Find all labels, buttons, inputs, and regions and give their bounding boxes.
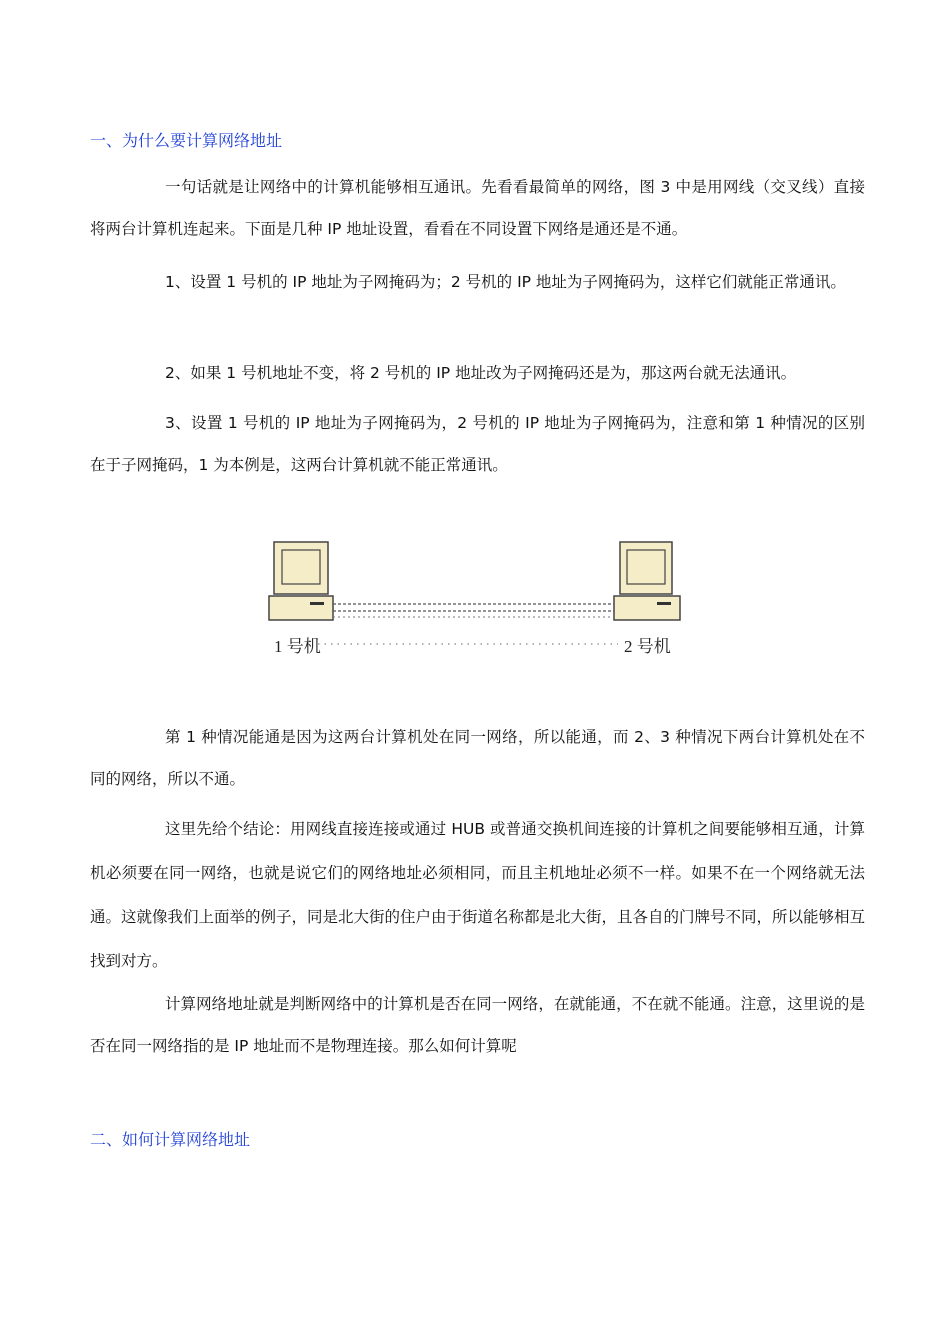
paragraph-intro: 一句话就是让网络中的计算机能够相互通讯。先看看最简单的网络，图 3 中是用网线（交叉线）直接将两台计算机连起来。下面是几种 IP 地址设置，看看在不同设置下网络是通还是不通。 <box>90 178 865 238</box>
paragraph-case-3: 3、设置 1 号机的 IP 地址为子网掩码为，2 号机的 IP 地址为子网掩码为，注意和第 1 种情况的区别在于子网掩码，1 为本例是，这两台计算机就不能正常通讯。 <box>90 414 865 474</box>
section-2-heading: 二、如何计算网络地址 <box>90 1130 251 1149</box>
computer-1-icon <box>269 542 333 620</box>
paragraph-case-1: 1、设置 1 号机的 IP 地址为子网掩码为；2 号机的 IP 地址为子网掩码为，这样它们就能正常通讯。 <box>165 273 846 291</box>
section-1-heading: 一、为什么要计算网络地址 <box>90 131 283 150</box>
paragraph-explanation: 第 1 种情况能通是因为这两台计算机处在同一网络，所以能通，而 2、3 种情况下两台计算机处在不同的网络，所以不通。 <box>90 728 865 788</box>
network-diagram <box>260 536 690 666</box>
paragraph-network-address: 计算网络地址就是判断网络中的计算机是否在同一网络，在就能通，不在就不能通。注意，这里说的是否在同一网络指的是 IP 地址而不是物理连接。那么如何计算呢 <box>90 995 865 1055</box>
computer-2-label: 2 号机 <box>624 637 671 656</box>
computer-2-icon <box>614 542 680 620</box>
crossover-cable <box>333 604 614 617</box>
paragraph-case-2: 2、如果 1 号机地址不变，将 2 号机的 IP 地址改为子网掩码还是为，那这两台就无法通讯。 <box>165 364 797 382</box>
network-diagram-svg <box>260 536 690 666</box>
paragraph-conclusion: 这里先给个结论：用网线直接连接或通过 HUB 或普通交换机间连接的计算机之间要能够相互通，计算机必须要在同一网络，也就是说它们的网络地址必须相同，而且主机地址必须不一样。如果不在一个网络就无法通。这就像我们上面举的例子，同是北大街的住户由于街道名称都是北大街，且各自的门牌号不同，所以能够相互找到对方。 <box>90 820 866 970</box>
computer-1-label: 1 号机 <box>274 637 321 656</box>
